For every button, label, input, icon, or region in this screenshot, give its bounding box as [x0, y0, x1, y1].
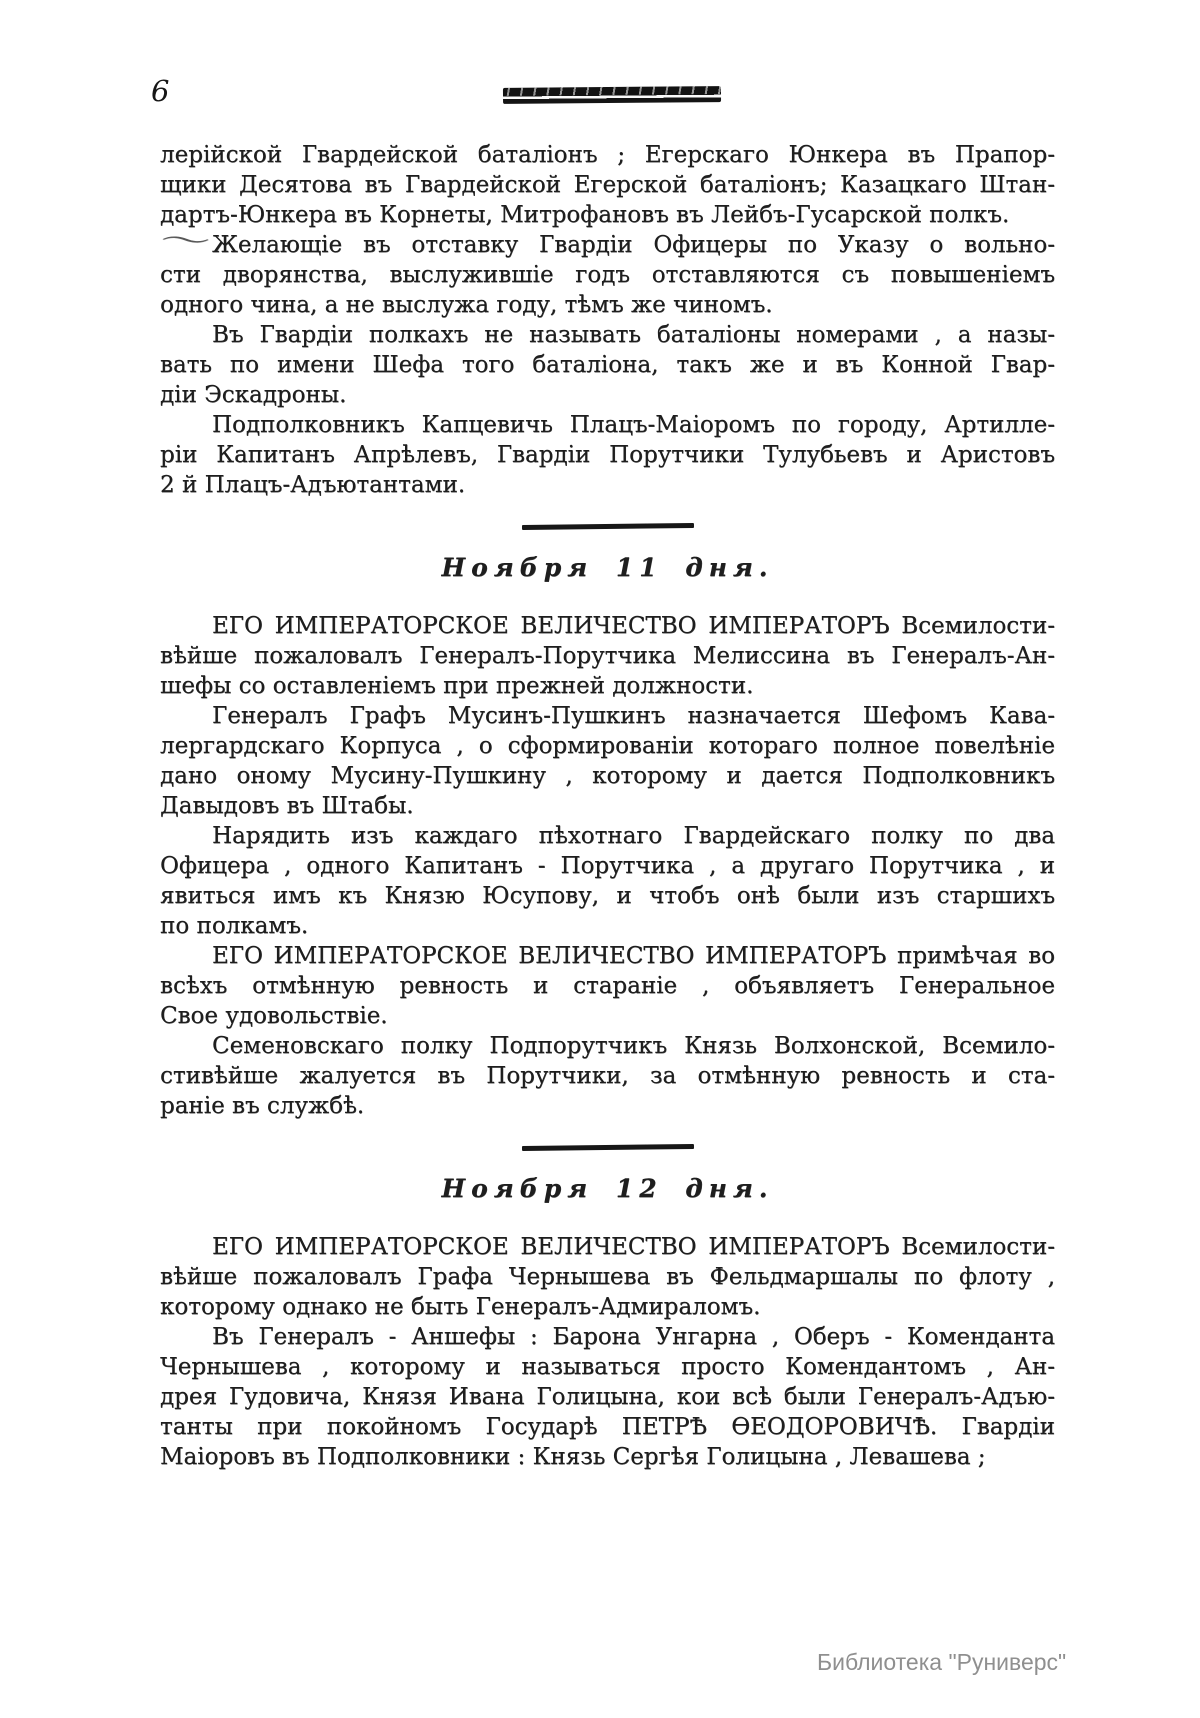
line-text: Маіоровъ въ Подполковники : Князь Сергѣя Голицына , Левашева ;: [160, 1444, 986, 1470]
line-text: стивѣйше жалуется въ Порутчики, за отмѣнную ревность и ста-: [160, 1063, 1055, 1089]
paragraph-line: [160, 761, 1055, 791]
paragraph-line: [160, 1382, 1055, 1412]
paragraph: [160, 140, 1055, 230]
paragraph: [160, 611, 1055, 701]
library-watermark: Библиотека "Руниверс": [817, 1649, 1067, 1675]
date-heading: Ноября 12 дня.: [441, 1174, 774, 1203]
line-text: явиться имъ къ Князю Юсупову, и чтобъ онѣ были изъ старшихъ: [160, 883, 1055, 909]
paragraph-line: [160, 1091, 1055, 1121]
line-text: ЕГО ИМПЕРАТОРСКОЕ ВЕЛИЧЕСТВО ИМПЕРАТОРЪ примѣчая во: [212, 943, 1055, 969]
paragraph-line: [160, 1412, 1055, 1442]
line-text: сти дворянства, выслужившіе годъ отставляются съ повышеніемъ: [160, 262, 1055, 288]
line-text: Офицера , одного Капитанъ - Порутчика , а другаго Порутчика , и: [160, 853, 1055, 879]
paragraph-line: [160, 1322, 1055, 1352]
line-text: всѣхъ отмѣнную ревность и стараніе , объявляетъ Генеральное: [160, 973, 1055, 999]
section-divider: [521, 1144, 693, 1151]
paragraph-line: [160, 380, 1055, 410]
paragraph: [160, 1031, 1055, 1121]
paragraph-line: [160, 971, 1055, 1001]
line-text: дрея Гудовича, Князя Ивана Голицына, кои всѣ были Генералъ-Адъю-: [160, 1384, 1055, 1410]
paragraph-line: [160, 671, 1055, 701]
line-text: Въ Генералъ - Аншефы : Барона Унгарна , Оберъ - Коменданта: [212, 1324, 1055, 1350]
text-block: [156, 140, 1055, 1472]
line-text: Семеновскаго полку Подпорутчикъ Князь Волхонской, Всемило-: [212, 1033, 1055, 1059]
line-text: Свое удовольствіе.: [160, 1003, 388, 1029]
paragraph-line: [160, 1442, 1055, 1472]
line-text: лерійской Гвардейской баталіонъ ; Егерскаго Юнкера въ Прапор-: [160, 142, 1055, 168]
paragraph: [160, 320, 1055, 410]
paragraph: [160, 1322, 1055, 1472]
line-text: одного чина, а не выслужа году, тѣмъ же чиномъ.: [160, 292, 773, 318]
line-text: которому однако не быть Генералъ-Адмираломъ.: [160, 1294, 761, 1320]
inked-rule-ornament: [503, 86, 721, 104]
line-text: Желающіе въ отставку Гвардіи Офицеры по Указу о вольно-: [212, 232, 1055, 258]
line-text: Нарядить изъ каждаго пѣхотнаго Гвардейскаго полку по два: [212, 823, 1055, 849]
line-text: дартъ-Юнкера въ Корнеты, Митрофановъ въ Лейбъ-Гусарской полкъ.: [160, 202, 1010, 228]
paragraph-line: [160, 881, 1055, 911]
paragraph: [160, 941, 1055, 1031]
paragraph: [156, 225, 1055, 320]
line-text: по полкамъ.: [160, 913, 309, 939]
paragraph: [160, 701, 1055, 821]
line-text: танты при покойномъ Государѣ ПЕТРѢ ѲЕОДОРОВИЧѢ. Гвардіи: [160, 1414, 1055, 1440]
paragraph: [160, 821, 1055, 941]
date-heading: Ноября 11 дня.: [441, 553, 774, 582]
handwritten-margin-mark: 〜: [156, 225, 214, 256]
paragraph-line: [160, 290, 1055, 320]
paragraph-line: [160, 821, 1055, 851]
line-text: Генералъ Графъ Мусинъ-Пушкинъ назначается Шефомъ Кава-: [212, 703, 1055, 729]
paragraph-line: [160, 320, 1055, 350]
paragraph: [160, 1232, 1055, 1322]
line-text: вѣйше пожаловалъ Генералъ-Порутчика Мелиссина въ Генералъ-Ан-: [160, 643, 1055, 669]
paragraph-line: [160, 350, 1055, 380]
paragraph-line: [160, 611, 1055, 641]
line-text: Подполковникъ Капцевичь Плацъ-Маіоромъ по городу, Артилле-: [212, 412, 1055, 438]
line-text: Въ Гвардіи полкахъ не называть баталіоны номерами , а назы-: [212, 322, 1055, 348]
paragraph-line: [160, 470, 1055, 500]
line-text: ЕГО ИМПЕРАТОРСКОЕ ВЕЛИЧЕСТВО ИМПЕРАТОРЪ Всемилости-: [212, 1234, 1055, 1260]
paragraph-line: [160, 851, 1055, 881]
paragraph-line: [160, 440, 1055, 470]
paragraph-line: [160, 941, 1055, 971]
paragraph-line: [160, 911, 1055, 941]
paragraph-line: [160, 1031, 1055, 1061]
line-text: діи Эскадроны.: [160, 382, 347, 408]
paragraph-line: [160, 200, 1055, 230]
paragraph-line: [160, 140, 1055, 170]
paragraph-line: [160, 1001, 1055, 1031]
paragraph-line: [160, 170, 1055, 200]
line-text: 2 й Плацъ-Адъютантами.: [160, 472, 466, 498]
paragraph-line: [160, 641, 1055, 671]
line-text: раніе въ службѣ.: [160, 1093, 365, 1119]
paragraph-line: [160, 731, 1055, 761]
paragraph-line: [160, 1292, 1055, 1322]
paragraph-line: [160, 1262, 1055, 1292]
section-divider: [521, 523, 693, 530]
line-text: ЕГО ИМПЕРАТОРСКОЕ ВЕЛИЧЕСТВО ИМПЕРАТОРЪ Всемилости-: [212, 613, 1055, 639]
paragraph-line: [160, 701, 1055, 731]
paragraph-line: [160, 260, 1055, 290]
line-text: Давыдовъ въ Штабы.: [160, 793, 414, 819]
paragraph-line: [160, 1352, 1055, 1382]
line-text: щики Десятова въ Гвардейской Егерской баталіонъ; Казацкаго Штан-: [160, 172, 1055, 198]
paragraph-line: [160, 410, 1055, 440]
paragraph-line: [160, 1061, 1055, 1091]
line-text: лергардскаго Корпуса , о сформированіи котораго полное повелѣніе: [160, 733, 1055, 759]
line-text: вать по имени Шефа того баталіона, такъ же и въ Конной Гвар-: [160, 352, 1055, 378]
line-text: шефы со оставленіемъ при прежней должности.: [160, 673, 754, 699]
paragraph-line: [156, 225, 1055, 260]
paragraph: [160, 410, 1055, 500]
line-text: вѣйше пожаловалъ Графа Чернышева въ Фельдмаршалы по флоту ,: [160, 1264, 1055, 1290]
line-text: дано оному Мусину-Пушкину , которому и дается Подполковникъ: [160, 763, 1055, 789]
paragraph-line: [160, 1232, 1055, 1262]
line-text: ріи Капитанъ Апрѣлевъ, Гвардіи Порутчики Тулубьевъ и Аристовъ: [160, 442, 1055, 468]
line-text: Чернышева , которому и называться просто Комендантомъ , Ан-: [160, 1354, 1055, 1380]
paragraph-line: [160, 791, 1055, 821]
page-number: 6: [151, 74, 170, 108]
